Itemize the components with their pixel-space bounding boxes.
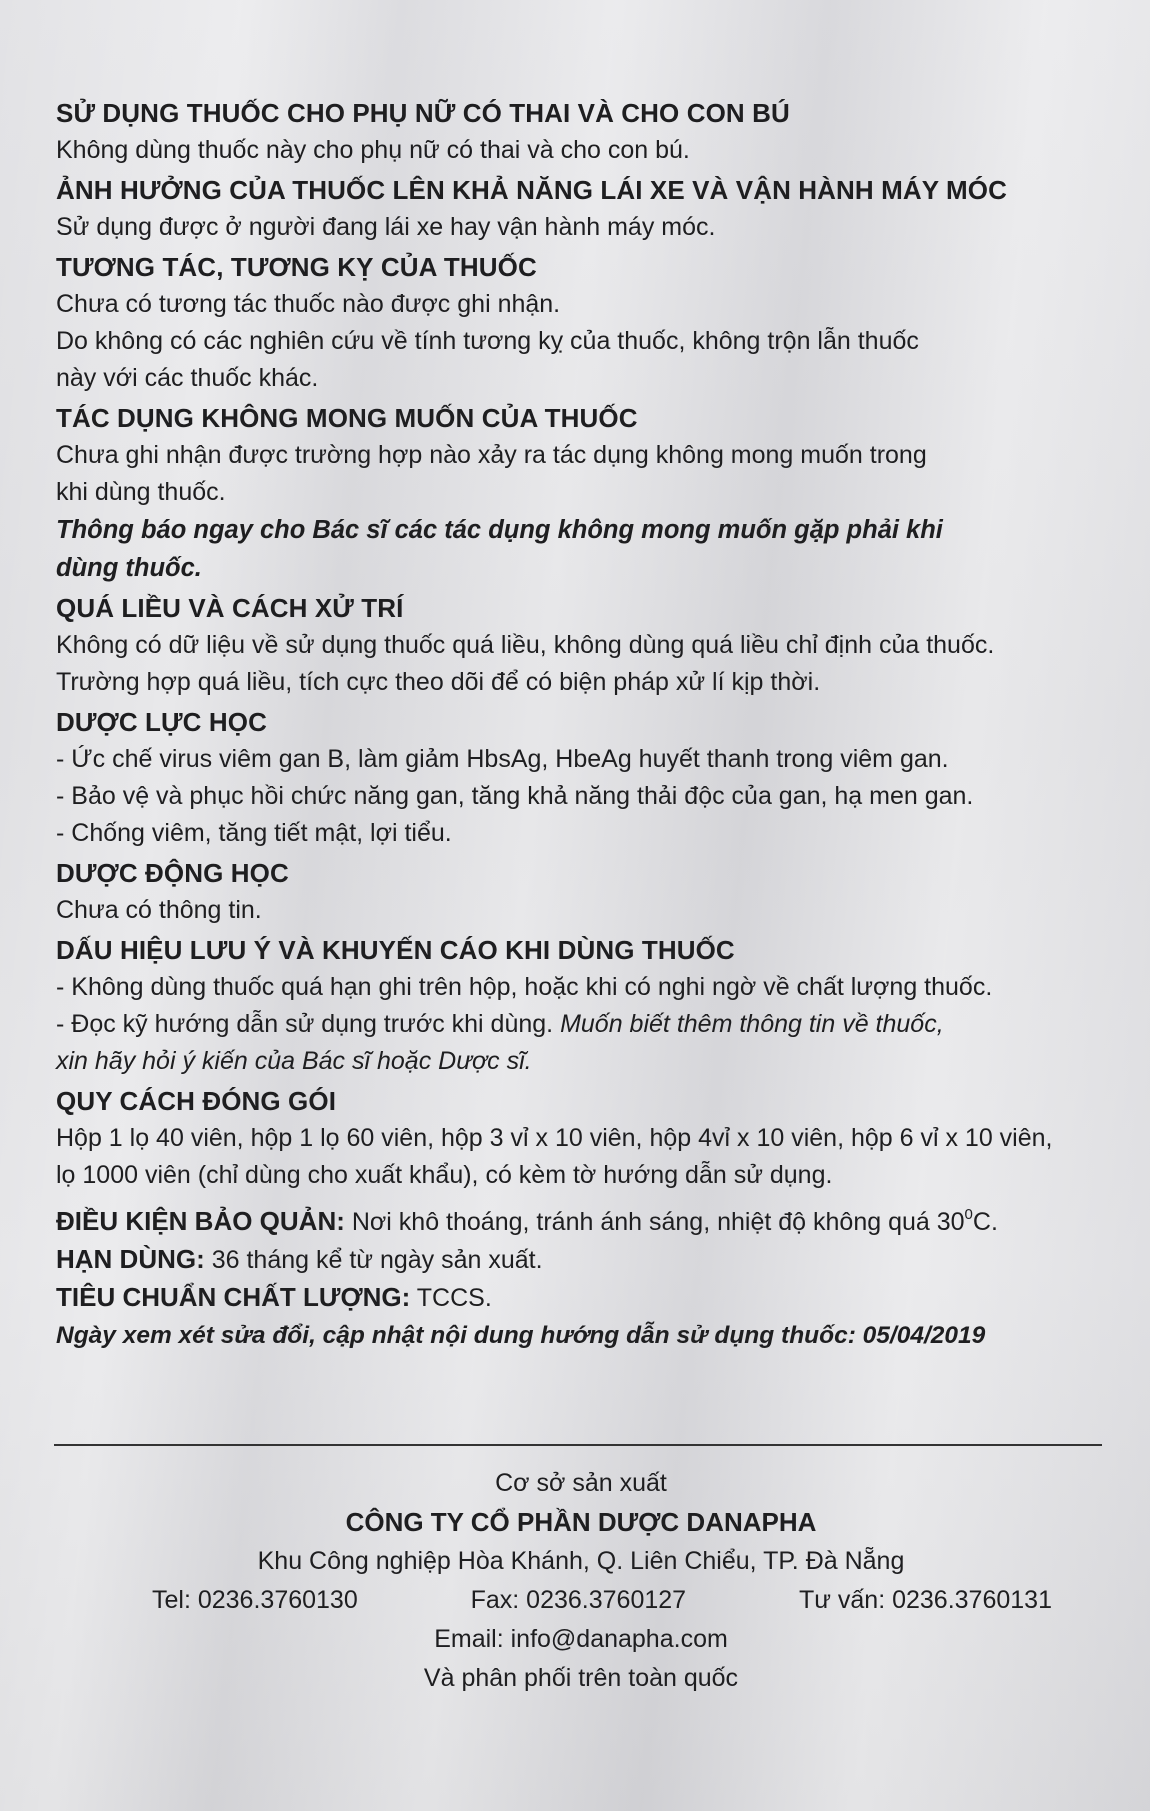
section-pharmacokinetics <box>56 854 1106 929</box>
shelf-life-label: HẠN DÙNG: <box>56 1244 205 1274</box>
emphasis-line: dùng thuốc. <box>56 554 202 582</box>
line-italic-part: Muốn biết thêm thông tin về thuốc, <box>560 1010 944 1038</box>
section-pregnancy <box>56 94 1106 169</box>
contact-row <box>56 1581 1106 1620</box>
section-line: Không có dữ liệu về sử dụng thuốc quá liều, không dùng quá liều chỉ định của thuốc. <box>56 631 995 659</box>
section-line: Chưa có thông tin. <box>56 896 262 924</box>
section-line: Chưa có tương tác thuốc nào được ghi nhận. <box>56 290 561 318</box>
section-line: lọ 1000 viên (chỉ dùng cho xuất khẩu), có kèm tờ hướng dẫn sử dụng. <box>56 1161 833 1189</box>
section-line: Trường hợp quá liều, tích cực theo dõi để có biện pháp xử lí kịp thời. <box>56 668 821 696</box>
shelf-life-text: 36 tháng kể từ ngày sản xuất. <box>204 1246 543 1274</box>
storage-line <box>56 1196 1106 1241</box>
section-line: xin hãy hỏi ý kiến của Bác sĩ hoặc Dược sĩ. <box>56 1047 532 1075</box>
section-line: Hộp 1 lọ 40 viên, hộp 1 lọ 60 viên, hộp 3 vỉ x 10 viên, hộp 4vỉ x 10 viên, hộp 6 vỉ x 10 viên, <box>56 1124 1053 1152</box>
emphasis-line: Thông báo ngay cho Bác sĩ các tác dụng không mong muốn gặp phải khi <box>56 516 943 544</box>
section-heading: DƯỢC ĐỘNG HỌC <box>56 858 289 888</box>
divider <box>54 1444 1102 1446</box>
facility-label: Cơ sở sản xuất <box>495 1469 667 1497</box>
leaflet-body <box>56 92 1106 1355</box>
tel-number: Tel: 0236.3760130 <box>152 1586 358 1614</box>
standard-text: TCCS. <box>410 1284 492 1312</box>
section-line: này với các thuốc khác. <box>56 364 319 392</box>
email-address: Email: info@danapha.com <box>434 1625 728 1653</box>
section-interactions <box>56 248 1106 397</box>
section-driving <box>56 171 1106 246</box>
storage-superscript: 0 <box>964 1206 973 1223</box>
section-line <box>56 1006 1106 1043</box>
section-line: Sử dụng được ở người đang lái xe hay vận hành máy móc. <box>56 213 716 241</box>
section-side-effects <box>56 399 1106 587</box>
standard-label: TIÊU CHUẨN CHẤT LƯỢNG: <box>56 1282 411 1312</box>
section-heading: ẢNH HƯỞNG CỦA THUỐC LÊN KHẢ NĂNG LÁI XE VÀ VẬN HÀNH MÁY MÓC <box>56 175 1007 205</box>
section-line: Chưa ghi nhận được trường hợp nào xảy ra tác dụng không mong muốn trong <box>56 441 927 469</box>
section-line: khi dùng thuốc. <box>56 478 226 506</box>
section-heading: DƯỢC LỰC HỌC <box>56 707 267 737</box>
distribution-note: Và phân phối trên toàn quốc <box>423 1664 739 1692</box>
line-normal-part: - Đọc kỹ hướng dẫn sử dụng trước khi dùng. <box>56 1010 561 1038</box>
section-heading: QUÁ LIỀU VÀ CÁCH XỬ TRÍ <box>56 593 404 623</box>
section-line: Do không có các nghiên cứu về tính tương kỵ của thuốc, không trộn lẫn thuốc <box>56 327 919 355</box>
storage-label: ĐIỀU KIỆN BẢO QUẢN: <box>56 1206 345 1236</box>
section-line: - Không dùng thuốc quá hạn ghi trên hộp, hoặc khi có nghi ngờ về chất lượng thuốc. <box>56 973 993 1001</box>
section-heading: DẤU HIỆU LƯU Ý VÀ KHUYẾN CÁO KHI DÙNG THUỐC <box>56 935 735 965</box>
section-heading: TƯƠNG TÁC, TƯƠNG KỴ CỦA THUỐC <box>56 252 537 282</box>
section-heading: TÁC DỤNG KHÔNG MONG MUỐN CỦA THUỐC <box>56 403 638 433</box>
section-heading: QUY CÁCH ĐÓNG GÓI <box>56 1086 337 1116</box>
revision-date: Ngày xem xét sửa đổi, cập nhật nội dung hướng dẫn sử dụng thuốc: 05/04/2019 <box>56 1322 986 1349</box>
section-packaging <box>56 1082 1106 1194</box>
section-line: - Ức chế virus viêm gan B, làm giảm HbsAg, HbeAg huyết thanh trong viêm gan. <box>56 745 949 773</box>
section-heading: SỬ DỤNG THUỐC CHO PHỤ NỮ CÓ THAI VÀ CHO CON BÚ <box>56 98 790 128</box>
section-line: - Bảo vệ và phục hồi chức năng gan, tăng khả năng thải độc của gan, hạ men gan. <box>56 782 974 810</box>
section-line: Không dùng thuốc này cho phụ nữ có thai và cho con bú. <box>56 136 690 164</box>
manufacturer-footer <box>56 1464 1106 1698</box>
section-pharmacodynamics <box>56 703 1106 852</box>
shelf-life-line <box>56 1241 1106 1279</box>
section-warnings <box>56 931 1106 1080</box>
storage-unit: C. <box>972 1208 998 1236</box>
company-name: CÔNG TY CỔ PHẦN DƯỢC DANAPHA <box>345 1507 817 1537</box>
storage-text: Nơi khô thoáng, tránh ánh sáng, nhiệt độ không quá 30 <box>344 1208 965 1236</box>
section-line: - Chống viêm, tăng tiết mật, lợi tiểu. <box>56 819 452 847</box>
company-address: Khu Công nghiệp Hòa Khánh, Q. Liên Chiểu, TP. Đà Nẵng <box>257 1547 905 1575</box>
standard-line <box>56 1279 1106 1317</box>
advice-number: Tư vấn: 0236.3760131 <box>798 1586 1052 1614</box>
section-overdose <box>56 589 1106 701</box>
fax-number: Fax: 0236.3760127 <box>470 1586 687 1614</box>
